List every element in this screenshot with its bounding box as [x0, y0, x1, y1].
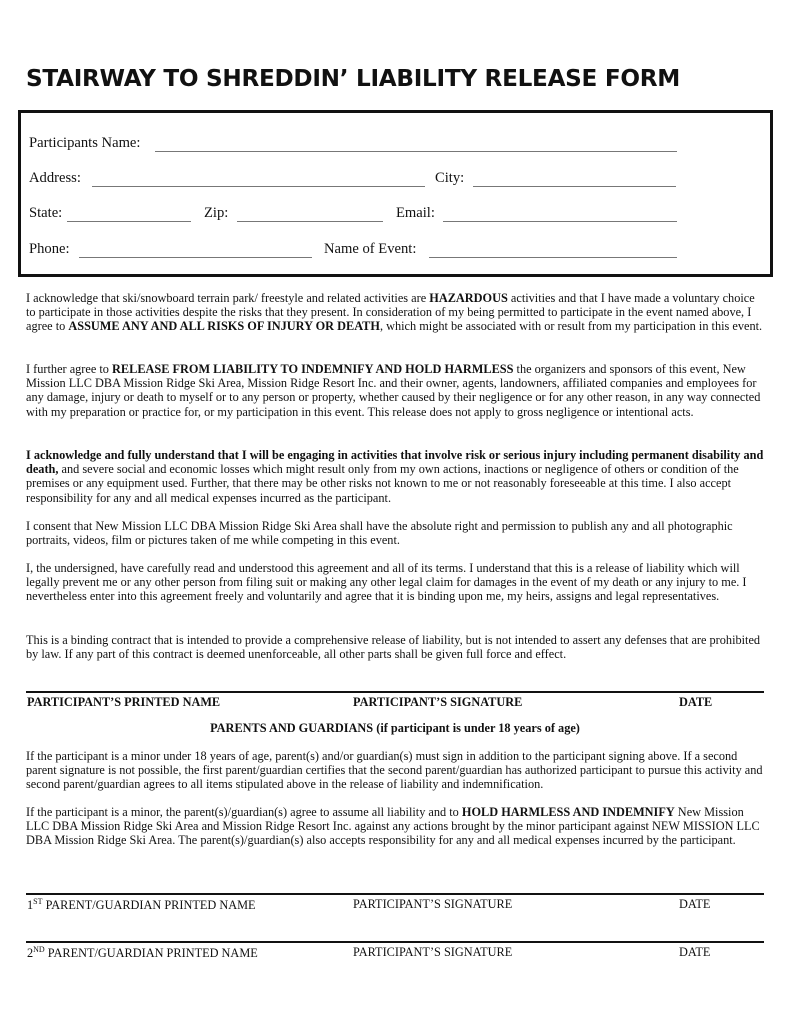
second-guardian-printed-name-label: 2ND PARENT/GUARDIAN PRINTED NAME: [27, 945, 258, 960]
participant-date-label: DATE: [679, 695, 713, 709]
paragraph-consent: I consent that New Mission LLC DBA Mission Ridge Ski Area shall have the absolute right and permission to publish any and all photographic portraits, videos, film or pictures taken of me while competing in this event.: [26, 519, 733, 548]
event-name-label: Name of Event:: [324, 241, 417, 257]
participant-signature-label: PARTICIPANT’S SIGNATURE: [353, 695, 523, 709]
zip-field[interactable]: [237, 221, 383, 222]
email-field[interactable]: [443, 221, 677, 222]
guardians-heading: PARENTS AND GUARDIANS (if participant is under 18 years of age): [210, 721, 580, 735]
first-guardian-signature-line[interactable]: [26, 893, 764, 895]
paragraph-release: I further agree to RELEASE FROM LIABILITY TO INDEMNIFY AND HOLD HARMLESS the organizers and sponsors of this event, New Mission LLC DBA Mission Ridge Ski Area, Mission Ridge Resort Inc. and their owner, agents, landowners, affiliated companies and employees for any damage, injury or death to myself or to any person or property, whether caused by their negligence or for any other reason, in any way connected with my preparation or practice for, or my participation in this event. This release does not apply to gross negligence or intentional acts.: [26, 362, 761, 419]
zip-label: Zip:: [204, 205, 229, 221]
second-guardian-date-label: DATE: [679, 945, 711, 959]
first-guardian-date-label: DATE: [679, 897, 711, 911]
paragraph-guardian-indemnify: If the participant is a minor, the parent(s)/guardian(s) agree to assume all liability and to HOLD HARMLESS AND INDEMNIFY New Mission LLC DBA Mission Ridge Ski Area and Mission Ridge Resort Inc. against any actions brought by the minor participant against NEW MISSION LLC DBA Mission Ridge Ski Area. The parent(s)/guardian(s) also accepts responsibility for any and all medical expenses incurred by the participant.: [26, 805, 760, 848]
phone-label: Phone:: [29, 241, 70, 257]
address-field[interactable]: [92, 186, 425, 187]
state-field[interactable]: [67, 221, 191, 222]
phone-field[interactable]: [79, 257, 312, 258]
address-label: Address:: [29, 170, 81, 186]
participant-signature-line[interactable]: [26, 691, 764, 693]
paragraph-undersigned: I, the undersigned, have carefully read and understood this agreement and all of its terms. I understand that this is a release of liability which will legally prevent me or any other person from filing suit or making any other legal claim for damages in the event of my death or any injury to me. I nevertheless enter into this agreement freely and voluntarily and agree that it is binding upon me, my heirs, assigns and legal representatives.: [26, 561, 747, 604]
participant-name-label: Participants Name:: [29, 135, 141, 151]
paragraph-hazardous: I acknowledge that ski/snowboard terrain park/ freestyle and related activities are HAZARDOUS activities and that I have made a voluntary choice to participate in those activities despite the risks that they present. In consideration of my being permitted to participate in the event named above, I agree to ASSUME ANY AND ALL RISKS OF INJURY OR DEATH, which might be associated with or result from my participation in this event.: [26, 291, 763, 334]
paragraph-guardian-minor: If the participant is a minor under 18 years of age, parent(s) and/or guardian(s) must sign in addition to the participant signing above. If a second parent signature is not possible, the first parent/guardian certifies that the second parent/guardian has authorized participant to pursue this activity and second parent/guardian agrees to all items stipulated above in the release of liability and indemnification.: [26, 749, 763, 792]
second-guardian-signature-label: PARTICIPANT’S SIGNATURE: [353, 945, 513, 959]
second-guardian-signature-line[interactable]: [26, 941, 764, 943]
participant-name-field[interactable]: [155, 151, 677, 152]
city-label: City:: [435, 170, 465, 186]
paragraph-acknowledge: I acknowledge and fully understand that I will be engaging in activities that involve risk or serious injury including permanent disability and death, and severe social and economic losses which might result only from my own actions, inactions or negligence of others or condition of the premises or any equipment used. Further, that there may be other risks not known to me or not reasonably foreseeable at this time. I also accept responsibility for any and all medical expenses incurred as the participant.: [26, 448, 764, 505]
form-title: STAIRWAY TO SHREDDIN’ LIABILITY RELEASE FORM: [26, 64, 681, 92]
first-guardian-printed-name-label: 1ST PARENT/GUARDIAN PRINTED NAME: [27, 897, 256, 912]
paragraph-binding-contract: This is a binding contract that is intended to provide a comprehensive release of liability, but is not intended to assert any defenses that are prohibited by law. If any part of this contract is deemed unenforceable, all other parts shall be given full force and effect.: [26, 633, 761, 662]
city-field[interactable]: [473, 186, 676, 187]
first-guardian-signature-label: PARTICIPANT’S SIGNATURE: [353, 897, 513, 911]
event-name-field[interactable]: [429, 257, 677, 258]
participant-info-box: [18, 110, 773, 277]
participant-printed-name-label: PARTICIPANT’S PRINTED NAME: [27, 695, 221, 709]
email-label: Email:: [396, 205, 435, 221]
state-label: State:: [29, 205, 63, 221]
